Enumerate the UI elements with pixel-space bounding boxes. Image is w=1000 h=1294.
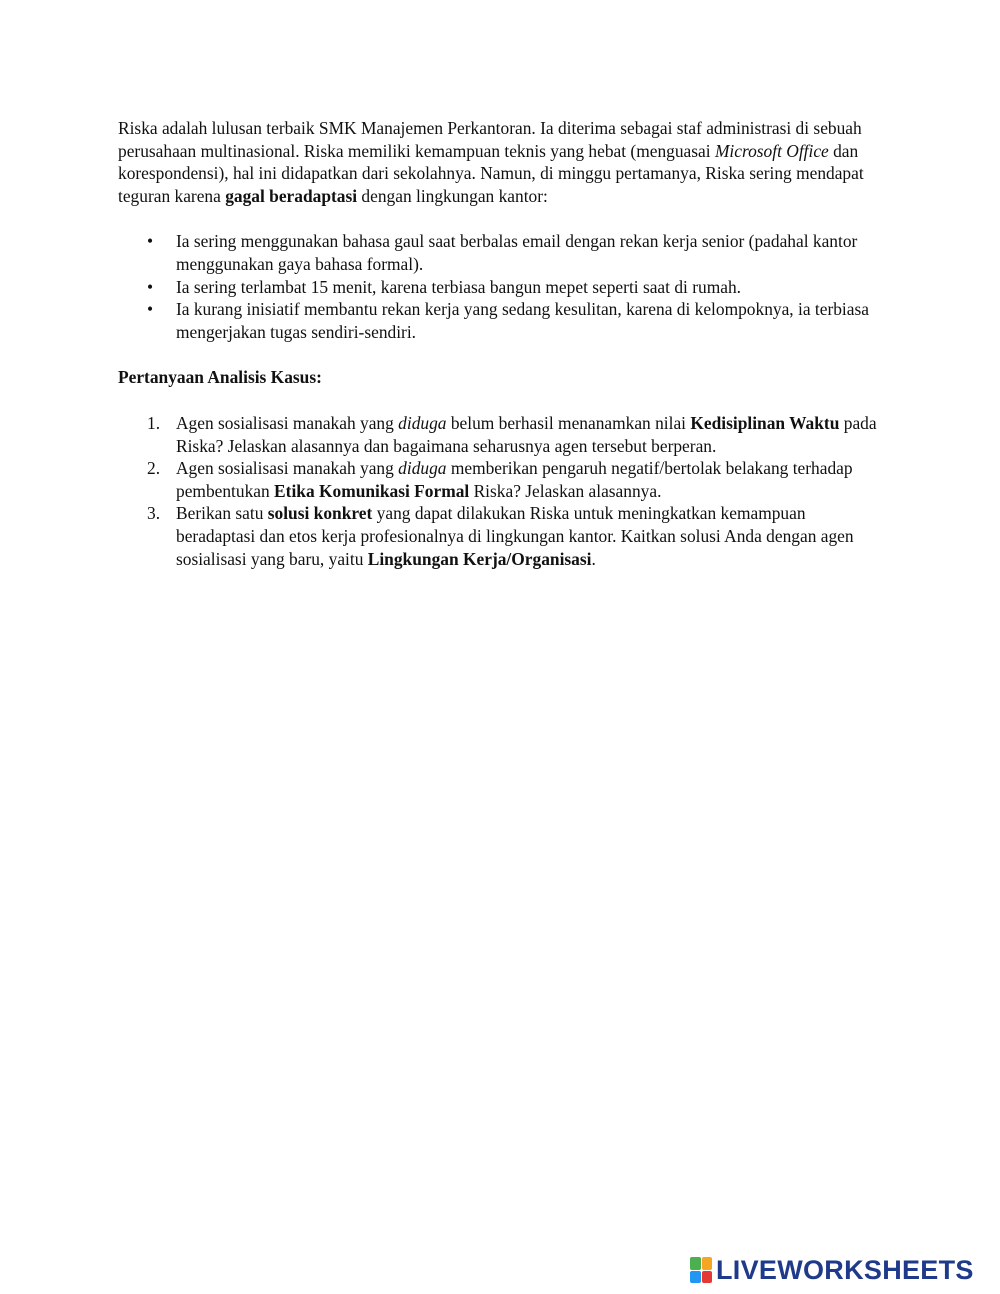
problem-list xyxy=(118,230,888,343)
worksheet-content xyxy=(118,117,888,570)
logo-badge-icon xyxy=(690,1257,712,1283)
logo-text: LIVEWORKSHEETS xyxy=(716,1254,974,1285)
list-item: • Ia sering terlambat 15 menit, karena terbiasa bangun mepet seperti saat di rumah. xyxy=(176,276,888,299)
list-item: • Ia kurang inisiatif membantu rekan kerja yang sedang kesulitan, karena di kelompoknya, ia terbiasa mengerjakan tugas sendiri-sendiri. xyxy=(176,298,888,343)
question-number: 3. xyxy=(147,503,161,524)
question-item-2: 2. Agen sosialisasi manakah yang diduga memberikan pengaruh negatif/bertolak belakang terhadap pembentukan Etika Komunikasi Formal Riska? Jelaskan alasannya. xyxy=(147,458,853,501)
case-intro-paragraph: Riska adalah lulusan terbaik SMK Manajemen Perkantoran. Ia diterima sebagai staf administrasi di sebuah perusahaan multinasional. Riska memiliki kemampuan teknis yang hebat (menguasai Microsoft Office dan korespondensi), hal ini didapatkan dari sekolahnya. Namun, di minggu pertamanya, Riska sering mendapat teguran karena gagal beradaptasi dengan lingkungan kantor: xyxy=(118,118,864,206)
list-item: • Ia sering menggunakan bahasa gaul saat berbalas email dengan rekan kerja senior (padahal kantor menggunakan gaya bahasa formal). xyxy=(176,230,888,275)
question-item-1: 1. Agen sosialisasi manakah yang diduga belum berhasil menanamkan nilai Kedisiplinan Waktu pada Riska? Jelaskan alasannya dan bagaimana seharusnya agen tersebut berperan. xyxy=(147,412,877,456)
question-number: 1. xyxy=(147,412,161,433)
question-list xyxy=(118,412,888,570)
section-heading: Pertanyaan Analisis Kasus: xyxy=(118,367,322,388)
question-item-3: 3. Berikan satu solusi konkret yang dapat dilakukan Riska untuk meningkatkan kemampuan beradaptasi dan etos kerja profesionalnya di lingkungan kantor. Kaitkan solusi Anda dengan agen sosialisasi yang baru, yaitu Lingkungan Kerja/Organisasi. xyxy=(147,503,854,569)
liveworksheets-logo xyxy=(690,1255,974,1285)
question-number: 2. xyxy=(147,458,161,479)
